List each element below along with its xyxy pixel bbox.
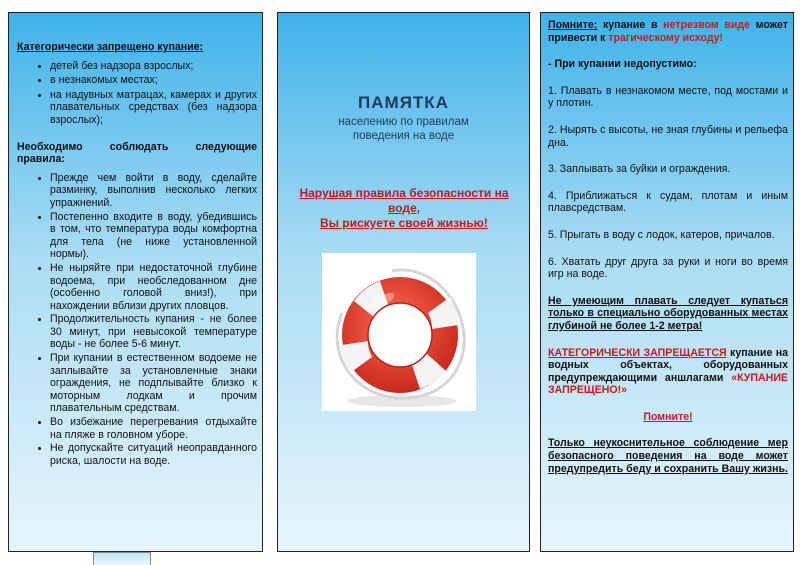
list-item: • Во избежание перегревания отдыхайте на пляже в головном уборе. — [50, 416, 257, 441]
rules-list — [17, 172, 257, 468]
center-panel — [277, 12, 530, 552]
forbidden-heading: - При купании недопустимо: — [548, 58, 697, 71]
subtitle — [278, 115, 529, 143]
forbidden-list — [17, 60, 257, 127]
intro-red-text: трагическому исходу! — [608, 31, 724, 44]
list-item: • на надувных матрацах, камерах и других плавательных средствах (без надзора взрослых); — [50, 89, 257, 127]
right-panel-content — [548, 19, 788, 475]
prohibited-red: КАТЕГОРИЧЕСКИ ЗАПРЕЩАЕТСЯ — [548, 346, 727, 359]
lifebuoy-icon — [322, 253, 476, 411]
lifebuoy-image — [322, 253, 476, 411]
list-item: • Продолжительность купания - не более 30 минут, при невысокой температуре воды - не более 5-6 минут. — [50, 313, 257, 351]
page-title: ПАМЯТКА — [358, 93, 449, 112]
prohibited-text: купание на водных объектах, оборудованных предупреждающими аншлагами — [548, 346, 788, 384]
list-item: • Прежде чем войти в воду, сделайте разминку, выполнив несколько легких упражнений. — [50, 172, 257, 210]
left-panel — [8, 12, 263, 552]
intro-label: Помните: — [548, 19, 598, 31]
numbered-item: 4. Приближаться к судам, плотам и иным плавсредствам. — [548, 189, 788, 215]
numbered-item: 5. Прыгать в воду с лодок, катеров, причалов. — [548, 228, 775, 241]
list-item: • Не допускайте ситуаций неоправданного риска, шалости на воде. — [50, 442, 257, 467]
list-item: • Не ныряйте при недостаточной глубине водоема, при необследованном дне (особенно головой вниз!), при нахождении вблизи других пловцов. — [50, 262, 257, 312]
subtitle-line: населению по правилам — [338, 116, 469, 128]
numbered-item: 3. Заплывать за буйки и ограждения. — [548, 163, 731, 176]
prohibited-note — [548, 347, 788, 397]
prohibited-sign: «КУПАНИЕ ЗАПРЕЩЕНО!» — [548, 371, 788, 397]
right-panel — [540, 12, 794, 552]
warning-text — [284, 186, 524, 231]
list-item: • в незнакомых местах; — [50, 74, 257, 87]
heading-forbidden: Категорически запрещено купание: — [17, 41, 204, 53]
warning-line: Нарушая правила безопасности на воде, — [299, 186, 509, 215]
left-panel-content — [17, 41, 257, 468]
remember-heading: Помните! — [643, 410, 693, 423]
numbered-item: 2. Нырять с высоты, не зная глубины и рельефа дна. — [548, 123, 788, 149]
numbered-item: 1. Плавать в незнакомом месте, под мостами и у плотин. — [548, 84, 788, 110]
intro-red-text: нетрезвом виде — [663, 19, 750, 31]
warning-line: Вы рискуете своей жизнью! — [320, 216, 488, 230]
numbered-item: 6. Хватать друг друга за руки и ноги во время игр на воде. — [548, 255, 788, 281]
list-item: • детей без надзора взрослых; — [50, 60, 257, 73]
list-item: • Постепенно входите в воду, убедившись в том, что температура воды комфортна для тела (не ниже установленной нормы). — [50, 211, 257, 261]
list-item: • При купании в естественном водоеме не заплывайте за установленные знаки ограждения, не подплывайте близко к моторным лодкам и прочим плавательным средствам. — [50, 352, 257, 415]
intro-text: купание в — [597, 19, 664, 31]
intro-paragraph — [548, 19, 788, 44]
heading-rules: Необходимо соблюдать следующие правила: — [17, 140, 257, 166]
final-note: Только неукоснительное соблюдение мер безопасного поведения на воде может предупредить беду и сохранить Вашу жизнь. — [548, 437, 788, 475]
subtitle-line: поведения на воде — [352, 130, 455, 142]
nonswimmers-note: Не умеющим плавать следует купаться только в специально оборудованных местах глубиной не более 1-2 метра! — [548, 294, 788, 332]
intro-text: может привести к — [548, 19, 788, 44]
bottom-tab — [93, 552, 151, 565]
